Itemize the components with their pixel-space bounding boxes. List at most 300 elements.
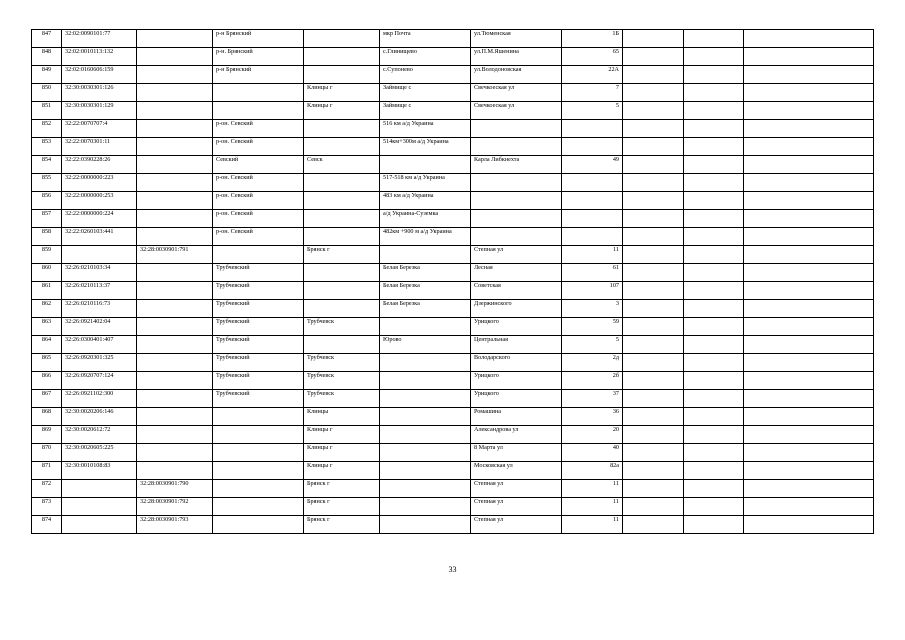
- row-number-cell: 872: [32, 480, 62, 498]
- extra-cell-2: [684, 48, 744, 66]
- street-cell: Урицкого: [471, 390, 562, 408]
- district-cell: Трубчевский: [213, 336, 304, 354]
- district-cell: [213, 516, 304, 534]
- table-row: [32, 192, 874, 210]
- locality-cell: Белая Березка: [380, 282, 471, 300]
- extra-cell-1: [623, 120, 684, 138]
- page-number: 33: [448, 565, 457, 574]
- street-cell: ул.Володоновская: [471, 66, 562, 84]
- cadastral-number-cell: 32:26:0921102:300: [62, 390, 137, 408]
- locality-cell: [380, 318, 471, 336]
- extra-cell-3: [744, 66, 874, 84]
- street-cell: [471, 210, 562, 228]
- locality-cell: а/д Украина-Суземка: [380, 210, 471, 228]
- row-number-cell: 858: [32, 228, 62, 246]
- cadastral-number-cell: 32:26:0210103:34: [62, 264, 137, 282]
- district-cell: Трубчевский: [213, 354, 304, 372]
- city-cell: [304, 210, 380, 228]
- house-number-cell: 37: [562, 390, 623, 408]
- district-cell: Трубчевский: [213, 318, 304, 336]
- extra-cell-3: [744, 48, 874, 66]
- row-number-cell: 847: [32, 30, 62, 48]
- city-cell: [304, 120, 380, 138]
- city-cell: Клинцы г: [304, 102, 380, 120]
- street-cell: 8 Марта ул: [471, 444, 562, 462]
- cadastral-number-alt-cell: [137, 354, 213, 372]
- locality-cell: Займище с: [380, 84, 471, 102]
- extra-cell-1: [623, 156, 684, 174]
- cadastral-number-cell: 32:26:0210113:37: [62, 282, 137, 300]
- extra-cell-2: [684, 30, 744, 48]
- district-cell: [213, 102, 304, 120]
- extra-cell-2: [684, 300, 744, 318]
- locality-cell: [380, 498, 471, 516]
- extra-cell-2: [684, 156, 744, 174]
- table-row: [32, 408, 874, 426]
- house-number-cell: 36: [562, 408, 623, 426]
- street-cell: Урицкого: [471, 318, 562, 336]
- extra-cell-1: [623, 102, 684, 120]
- city-cell: Клинцы г: [304, 462, 380, 480]
- city-cell: [304, 300, 380, 318]
- district-cell: р-он. Севский: [213, 228, 304, 246]
- extra-cell-2: [684, 498, 744, 516]
- cadastral-number-alt-cell: [137, 210, 213, 228]
- locality-cell: Белая Березка: [380, 300, 471, 318]
- extra-cell-1: [623, 174, 684, 192]
- row-number-cell: 874: [32, 516, 62, 534]
- house-number-cell: [562, 138, 623, 156]
- cadastral-number-alt-cell: [137, 462, 213, 480]
- extra-cell-2: [684, 102, 744, 120]
- district-cell: Трубчевский: [213, 264, 304, 282]
- locality-cell: [380, 516, 471, 534]
- row-number-cell: 869: [32, 426, 62, 444]
- cadastral-number-alt-cell: [137, 426, 213, 444]
- extra-cell-1: [623, 282, 684, 300]
- extra-cell-2: [684, 318, 744, 336]
- extra-cell-1: [623, 210, 684, 228]
- row-number-cell: 867: [32, 390, 62, 408]
- city-cell: Клинцы г: [304, 444, 380, 462]
- extra-cell-3: [744, 426, 874, 444]
- extra-cell-3: [744, 336, 874, 354]
- cadastral-number-alt-cell: [137, 282, 213, 300]
- street-cell: Степная ул: [471, 480, 562, 498]
- table-row: [32, 246, 874, 264]
- cadastral-number-cell: 32:02:0010113:132: [62, 48, 137, 66]
- row-number-cell: 863: [32, 318, 62, 336]
- extra-cell-2: [684, 210, 744, 228]
- house-number-cell: 20: [562, 426, 623, 444]
- extra-cell-2: [684, 390, 744, 408]
- extra-cell-3: [744, 246, 874, 264]
- city-cell: Трубчевск: [304, 390, 380, 408]
- house-number-cell: 5: [562, 102, 623, 120]
- extra-cell-1: [623, 462, 684, 480]
- registry-table: [31, 29, 874, 534]
- table-row: [32, 336, 874, 354]
- extra-cell-3: [744, 318, 874, 336]
- cadastral-number-cell: 32:30:0020612:72: [62, 426, 137, 444]
- cadastral-number-cell: 32:26:0920707:124: [62, 372, 137, 390]
- cadastral-number-alt-cell: [137, 102, 213, 120]
- locality-cell: [380, 408, 471, 426]
- row-number-cell: 861: [32, 282, 62, 300]
- cadastral-number-alt-cell: [137, 156, 213, 174]
- row-number-cell: 853: [32, 138, 62, 156]
- house-number-cell: 22А: [562, 66, 623, 84]
- extra-cell-3: [744, 372, 874, 390]
- cadastral-number-alt-cell: 32:28:0030901:793: [137, 516, 213, 534]
- cadastral-number-cell: [62, 246, 137, 264]
- house-number-cell: 49: [562, 156, 623, 174]
- city-cell: Клинцы г: [304, 84, 380, 102]
- extra-cell-3: [744, 102, 874, 120]
- street-cell: [471, 174, 562, 192]
- extra-cell-2: [684, 336, 744, 354]
- locality-cell: 516 км а/д Украина: [380, 120, 471, 138]
- row-number-cell: 864: [32, 336, 62, 354]
- locality-cell: [380, 246, 471, 264]
- extra-cell-3: [744, 444, 874, 462]
- house-number-cell: 11: [562, 480, 623, 498]
- extra-cell-3: [744, 282, 874, 300]
- extra-cell-2: [684, 192, 744, 210]
- cadastral-number-alt-cell: [137, 138, 213, 156]
- cadastral-number-cell: [62, 516, 137, 534]
- street-cell: ул.П.М.Яшенина: [471, 48, 562, 66]
- extra-cell-3: [744, 264, 874, 282]
- city-cell: Клинцы г: [304, 426, 380, 444]
- street-cell: Володарского: [471, 354, 562, 372]
- cadastral-number-alt-cell: [137, 120, 213, 138]
- cadastral-number-alt-cell: [137, 66, 213, 84]
- cadastral-number-alt-cell: [137, 192, 213, 210]
- district-cell: [213, 408, 304, 426]
- extra-cell-1: [623, 300, 684, 318]
- cadastral-number-alt-cell: [137, 408, 213, 426]
- house-number-cell: 11: [562, 498, 623, 516]
- row-number-cell: 852: [32, 120, 62, 138]
- cadastral-number-alt-cell: 32:28:0030901:792: [137, 498, 213, 516]
- extra-cell-1: [623, 390, 684, 408]
- locality-cell: 517-518 км а/д Украина: [380, 174, 471, 192]
- extra-cell-2: [684, 444, 744, 462]
- house-number-cell: 7: [562, 84, 623, 102]
- extra-cell-2: [684, 480, 744, 498]
- extra-cell-1: [623, 228, 684, 246]
- street-cell: Свечкоеская ул: [471, 84, 562, 102]
- district-cell: [213, 426, 304, 444]
- extra-cell-3: [744, 210, 874, 228]
- district-cell: р-он. Севский: [213, 120, 304, 138]
- house-number-cell: [562, 210, 623, 228]
- extra-cell-1: [623, 48, 684, 66]
- house-number-cell: [562, 228, 623, 246]
- district-cell: р-он. Севский: [213, 174, 304, 192]
- locality-cell: [380, 462, 471, 480]
- house-number-cell: 59: [562, 318, 623, 336]
- table-row: [32, 354, 874, 372]
- locality-cell: с.Супонево: [380, 66, 471, 84]
- house-number-cell: 82а: [562, 462, 623, 480]
- extra-cell-1: [623, 30, 684, 48]
- cadastral-number-cell: 32:22:0070301:11: [62, 138, 137, 156]
- street-cell: [471, 120, 562, 138]
- extra-cell-1: [623, 426, 684, 444]
- district-cell: Трубчевский: [213, 390, 304, 408]
- locality-cell: 482км +900 м а/д Украина: [380, 228, 471, 246]
- locality-cell: Займище с: [380, 102, 471, 120]
- cadastral-number-alt-cell: [137, 264, 213, 282]
- row-number-cell: 868: [32, 408, 62, 426]
- extra-cell-1: [623, 354, 684, 372]
- street-cell: Карла Либкнехта: [471, 156, 562, 174]
- extra-cell-1: [623, 336, 684, 354]
- extra-cell-1: [623, 408, 684, 426]
- district-cell: [213, 498, 304, 516]
- district-cell: р-н. Брянский: [213, 48, 304, 66]
- row-number-cell: 860: [32, 264, 62, 282]
- house-number-cell: 40: [562, 444, 623, 462]
- cadastral-number-cell: 32:26:0300401:407: [62, 336, 137, 354]
- street-cell: ул.Тюменская: [471, 30, 562, 48]
- district-cell: Трубчевский: [213, 372, 304, 390]
- cadastral-number-alt-cell: [137, 318, 213, 336]
- cadastral-number-alt-cell: [137, 372, 213, 390]
- district-cell: Трубчевский: [213, 282, 304, 300]
- cadastral-number-cell: [62, 498, 137, 516]
- table-row: [32, 390, 874, 408]
- street-cell: Свечкоеская ул: [471, 102, 562, 120]
- cadastral-number-cell: 32:30:0020605:225: [62, 444, 137, 462]
- extra-cell-3: [744, 498, 874, 516]
- district-cell: р-он. Севский: [213, 210, 304, 228]
- extra-cell-1: [623, 498, 684, 516]
- locality-cell: [380, 354, 471, 372]
- table-row: [32, 498, 874, 516]
- extra-cell-2: [684, 462, 744, 480]
- extra-cell-2: [684, 426, 744, 444]
- extra-cell-3: [744, 408, 874, 426]
- cadastral-number-alt-cell: [137, 390, 213, 408]
- district-cell: Севский: [213, 156, 304, 174]
- table-row: [32, 480, 874, 498]
- locality-cell: [380, 444, 471, 462]
- city-cell: Трубчевск: [304, 372, 380, 390]
- table-row: [32, 318, 874, 336]
- extra-cell-3: [744, 174, 874, 192]
- extra-cell-3: [744, 390, 874, 408]
- row-number-cell: 849: [32, 66, 62, 84]
- table-row: [32, 66, 874, 84]
- table-row: [32, 282, 874, 300]
- city-cell: Трубчевск: [304, 354, 380, 372]
- extra-cell-2: [684, 228, 744, 246]
- extra-cell-2: [684, 66, 744, 84]
- row-number-cell: 851: [32, 102, 62, 120]
- district-cell: [213, 480, 304, 498]
- table-row: [32, 372, 874, 390]
- extra-cell-1: [623, 84, 684, 102]
- house-number-cell: 5: [562, 336, 623, 354]
- city-cell: Севск: [304, 156, 380, 174]
- city-cell: Брянск г: [304, 480, 380, 498]
- locality-cell: мкр Почта: [380, 30, 471, 48]
- row-number-cell: 866: [32, 372, 62, 390]
- house-number-cell: [562, 174, 623, 192]
- cadastral-number-cell: 32:26:0210116:73: [62, 300, 137, 318]
- row-number-cell: 862: [32, 300, 62, 318]
- table-row: [32, 174, 874, 192]
- house-number-cell: 1Б: [562, 30, 623, 48]
- table-row: [32, 228, 874, 246]
- cadastral-number-alt-cell: [137, 48, 213, 66]
- cadastral-number-cell: 32:30:0030301:126: [62, 84, 137, 102]
- cadastral-number-cell: 32:22:0000000:253: [62, 192, 137, 210]
- cadastral-number-alt-cell: [137, 30, 213, 48]
- street-cell: [471, 228, 562, 246]
- extra-cell-2: [684, 174, 744, 192]
- extra-cell-2: [684, 246, 744, 264]
- city-cell: [304, 30, 380, 48]
- extra-cell-3: [744, 462, 874, 480]
- cadastral-number-alt-cell: 32:28:0030901:790: [137, 480, 213, 498]
- district-cell: [213, 444, 304, 462]
- extra-cell-2: [684, 138, 744, 156]
- extra-cell-2: [684, 282, 744, 300]
- row-number-cell: 854: [32, 156, 62, 174]
- table-row: [32, 102, 874, 120]
- city-cell: [304, 264, 380, 282]
- city-cell: Трубчевск: [304, 318, 380, 336]
- cadastral-number-cell: 32:22:0000000:223: [62, 174, 137, 192]
- district-cell: р-он. Севский: [213, 192, 304, 210]
- house-number-cell: 11: [562, 246, 623, 264]
- row-number-cell: 865: [32, 354, 62, 372]
- house-number-cell: 65: [562, 48, 623, 66]
- house-number-cell: 3: [562, 300, 623, 318]
- row-number-cell: 873: [32, 498, 62, 516]
- table-row: [32, 516, 874, 534]
- table-row: [32, 444, 874, 462]
- district-cell: р-н Брянский: [213, 30, 304, 48]
- house-number-cell: 2б: [562, 372, 623, 390]
- extra-cell-1: [623, 138, 684, 156]
- extra-cell-3: [744, 480, 874, 498]
- extra-cell-3: [744, 156, 874, 174]
- row-number-cell: 871: [32, 462, 62, 480]
- district-cell: р-н Брянский: [213, 66, 304, 84]
- city-cell: [304, 282, 380, 300]
- extra-cell-2: [684, 516, 744, 534]
- city-cell: [304, 336, 380, 354]
- table-row: [32, 300, 874, 318]
- street-cell: Лесная: [471, 264, 562, 282]
- cadastral-number-cell: 32:30:0020206:146: [62, 408, 137, 426]
- cadastral-number-alt-cell: 32:28:0030901:791: [137, 246, 213, 264]
- extra-cell-2: [684, 354, 744, 372]
- street-cell: Степная ул: [471, 516, 562, 534]
- city-cell: [304, 138, 380, 156]
- extra-cell-3: [744, 354, 874, 372]
- table-row: [32, 30, 874, 48]
- locality-cell: Юрово: [380, 336, 471, 354]
- table-row: [32, 138, 874, 156]
- extra-cell-2: [684, 408, 744, 426]
- street-cell: Степная ул: [471, 498, 562, 516]
- cadastral-number-alt-cell: [137, 84, 213, 102]
- city-cell: [304, 192, 380, 210]
- table-row: [32, 210, 874, 228]
- locality-cell: [380, 390, 471, 408]
- cadastral-number-cell: 32:22:0390228:26: [62, 156, 137, 174]
- table-row: [32, 264, 874, 282]
- district-cell: [213, 246, 304, 264]
- extra-cell-1: [623, 444, 684, 462]
- extra-cell-3: [744, 300, 874, 318]
- street-cell: Центральная: [471, 336, 562, 354]
- table-row: [32, 48, 874, 66]
- table-row: [32, 84, 874, 102]
- street-cell: Московская ул: [471, 462, 562, 480]
- extra-cell-3: [744, 192, 874, 210]
- locality-cell: 483 км а/д Украина: [380, 192, 471, 210]
- cadastral-number-cell: [62, 480, 137, 498]
- locality-cell: [380, 480, 471, 498]
- city-cell: [304, 174, 380, 192]
- street-cell: Дзержинского: [471, 300, 562, 318]
- table-row: [32, 462, 874, 480]
- cadastral-number-cell: 32:02:0160606:159: [62, 66, 137, 84]
- locality-cell: [380, 156, 471, 174]
- district-cell: [213, 84, 304, 102]
- extra-cell-1: [623, 372, 684, 390]
- street-cell: Степная ул: [471, 246, 562, 264]
- cadastral-number-cell: 32:22:0070707:4: [62, 120, 137, 138]
- district-cell: [213, 462, 304, 480]
- extra-cell-1: [623, 480, 684, 498]
- extra-cell-2: [684, 84, 744, 102]
- locality-cell: 514км+300м а/д Украина: [380, 138, 471, 156]
- street-cell: Урицкого: [471, 372, 562, 390]
- extra-cell-1: [623, 192, 684, 210]
- row-number-cell: 850: [32, 84, 62, 102]
- city-cell: [304, 228, 380, 246]
- table-body: [32, 30, 874, 534]
- locality-cell: Белая Березка: [380, 264, 471, 282]
- extra-cell-1: [623, 264, 684, 282]
- row-number-cell: 856: [32, 192, 62, 210]
- extra-cell-3: [744, 516, 874, 534]
- house-number-cell: 107: [562, 282, 623, 300]
- cadastral-number-alt-cell: [137, 336, 213, 354]
- extra-cell-1: [623, 318, 684, 336]
- row-number-cell: 848: [32, 48, 62, 66]
- street-cell: Ромашина: [471, 408, 562, 426]
- house-number-cell: 11: [562, 516, 623, 534]
- extra-cell-2: [684, 264, 744, 282]
- extra-cell-1: [623, 246, 684, 264]
- cadastral-number-cell: 32:26:0921402:04: [62, 318, 137, 336]
- table-row: [32, 120, 874, 138]
- house-number-cell: 61: [562, 264, 623, 282]
- row-number-cell: 857: [32, 210, 62, 228]
- street-cell: [471, 138, 562, 156]
- extra-cell-3: [744, 30, 874, 48]
- cadastral-number-cell: 32:30:0010108:83: [62, 462, 137, 480]
